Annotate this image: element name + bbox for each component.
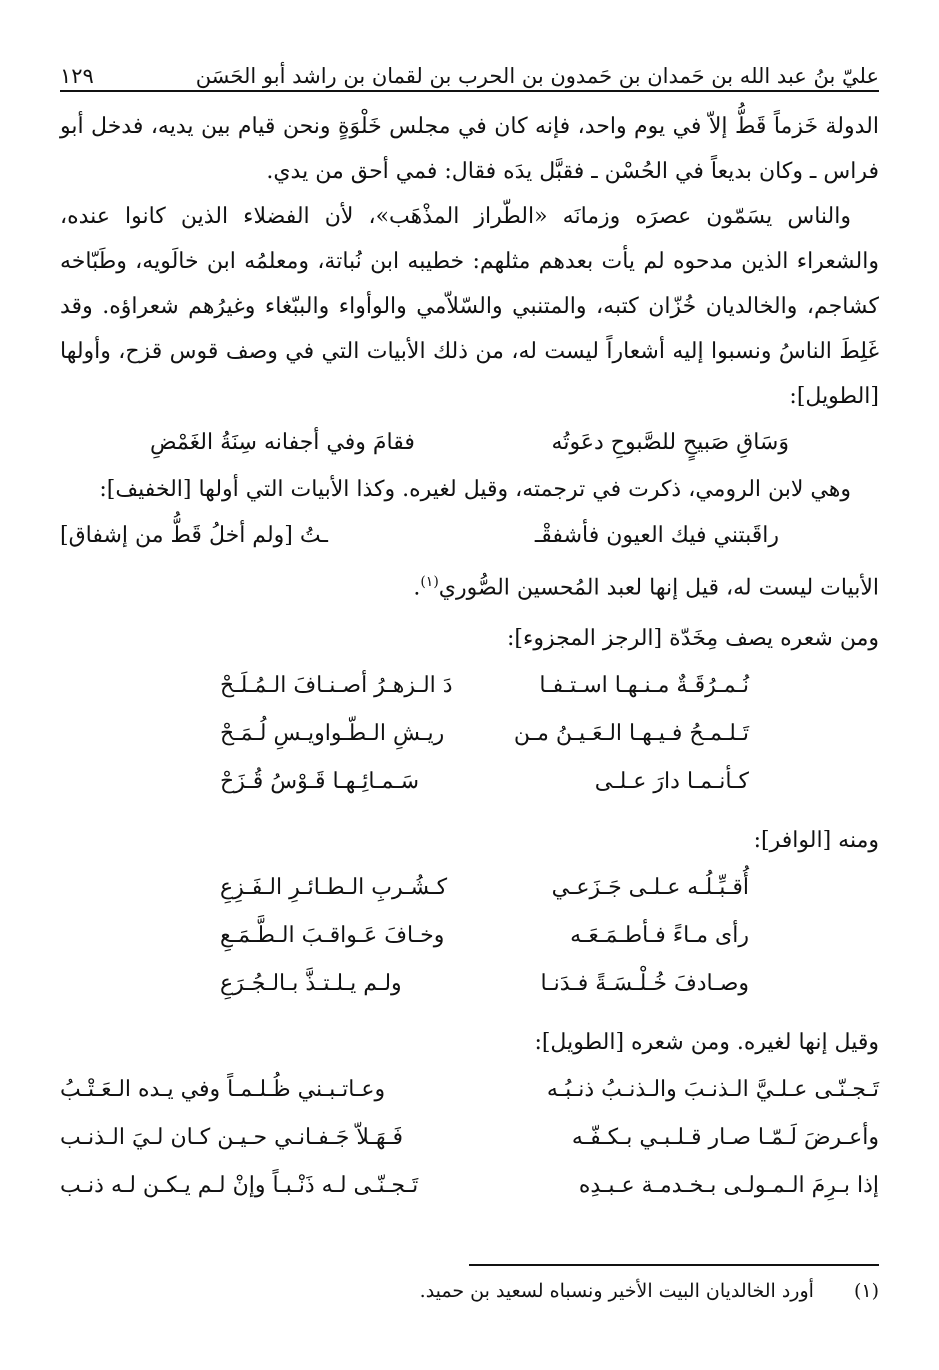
poem-3-line bbox=[60, 1066, 879, 1114]
poem-2-line-3-left: ولـم يـلـتـذَّ بـالـجُـرَعِ bbox=[220, 971, 402, 997]
footnote-marker: (١) bbox=[420, 574, 439, 590]
poem-1-intro: ومن شعره يصف مِخَدّة [الرجز المجزوء]: bbox=[507, 626, 879, 652]
poem-1-line-3-left: سَـمـائِـهـا قَـوْسُ قُـزَحْ bbox=[220, 769, 420, 795]
poem-3-intro: وقيل إنها لغيره. ومن شعره [الطويل]: bbox=[534, 1030, 879, 1056]
poem-2-line-3-right: وصـادفَ خُـلْـسَـةً فـدَنـا bbox=[540, 971, 749, 997]
verse-line-1 bbox=[60, 419, 879, 467]
poem-3-line-2-right: وأعـرضَ لَـمّـا صـار قـلـبـي بـكـفّـه bbox=[571, 1125, 879, 1151]
poem-1-line bbox=[60, 662, 879, 710]
paragraph-3: وهي لابن الرومي، ذكرت في ترجمته، وقيل لغيره. وكذا الأبيات التي أولها [الخفيف]: bbox=[99, 477, 851, 502]
verse-1-first-hemistich: وَسَاقِ صَبيحٍ للصَّبوحِ دعَوتُه bbox=[551, 430, 789, 455]
paragraph-2: والناس يسَمّون عصرَه وزمانَه «الطّراز المذْهَب»، لأن الفضلاء الذين كانوا عنده، والشعراء الذين مدحوه لم يأت بعدهم مثلهم: خطيبه ابن نُباتة، ومعلمُه ابن خالَويه، وطَبّاخه كشاجم، والخالديان خُزّان كتبه، والمتنبي والسّلاّمي والوأواء والببّغاء وغيرُهم شعراؤه. وقد غَلِطَ الناسُ ونسبوا إليه أشعاراً ليست له، من ذلك الأبيات التي في وصف قوس قزح، وأولها [الطويل]: bbox=[60, 204, 879, 409]
prose-block-2 bbox=[60, 467, 879, 512]
poem-3-line bbox=[60, 1114, 879, 1162]
prose-block-1 bbox=[60, 104, 879, 419]
poem-2-line bbox=[60, 960, 879, 1008]
footnote-rule bbox=[469, 1264, 879, 1266]
poem-3 bbox=[60, 1066, 879, 1210]
footnote-number: (١) bbox=[853, 1280, 879, 1302]
poem-2-line bbox=[60, 912, 879, 960]
poem-2-line-2-right: رأى مـاءً فـأطـمَـعَـه bbox=[570, 923, 749, 949]
poem-1 bbox=[60, 662, 879, 806]
poem-1-line-2-left: ريـشِ الـطّـواويـسِ لُـمَـحْ bbox=[220, 721, 445, 747]
poem-1-line bbox=[60, 758, 879, 806]
poem-3-line-1-right: تَـجـنّـى عـلـيَّ الـذنـبَ والـذنـبُ ذنـبُـه bbox=[546, 1077, 879, 1103]
verse-line-2 bbox=[60, 512, 879, 560]
page-number: ١٢٩ bbox=[60, 64, 94, 88]
verse-2-first-hemistich: راقَبتني فيك العيون فأشفقْـ bbox=[534, 523, 779, 548]
poem-1-line-2-right: تَـلـمـحُ فـيـهـا الـعَـيـنُ مـن bbox=[513, 721, 749, 747]
poem-3-line-3-left: تَـجـنّـى لـه ذَنْـبـاً وإنْ لـم يـكـن لـه ذنـب bbox=[60, 1173, 419, 1199]
paragraph-1: الدولة خَزماً قَطُّ إلاّ في يوم واحد، فإنه كان في مجلس خَلْوَةٍ ونحن قيام بين يديه، فدخل أبو فراس ـ وكان بديعاً في الحُسْن ـ فقبَّل يدَه فقال: فمي أحق من يدي. bbox=[60, 114, 879, 184]
footnote-text: أورد الخالديان البيت الأخير ونسباه لسعيد بن حميد. bbox=[419, 1280, 814, 1302]
poem-2-line-2-left: وخـافَ عَـواقـبَ الـطَّـمَـعِ bbox=[220, 923, 445, 949]
poem-2-line-1-right: أُقـبِّـلُـه عـلـى جَـزَعـي bbox=[551, 875, 749, 901]
poem-3-line-3-right: إذا بـرِمَ الـمـولـى بـخـدمـة عـبـدِه bbox=[578, 1173, 879, 1199]
prose-block-3 bbox=[60, 560, 879, 610]
poem-3-line-2-left: فَـهَـلاّ جَـفـانـي حـيـن كـان لـيَ الـذنـب bbox=[60, 1125, 403, 1151]
verse-2-second-hemistich: ـتُ [ولم أخلُ قَطُّ من إشفاق] bbox=[60, 523, 328, 548]
poem-3-line-1-left: وعـاتـبـني ظُـلـمـاً وفي يـده الـعَـتْـبُ bbox=[60, 1077, 386, 1103]
header-rule bbox=[60, 90, 879, 92]
running-header bbox=[60, 40, 879, 88]
poem-3-line bbox=[60, 1162, 879, 1210]
footnote bbox=[60, 1276, 879, 1306]
poem-1-line-1-left: دَ الـزهـرُ أصـنـافَ الـمُـلَـحْ bbox=[220, 673, 453, 699]
poem-1-line-1-right: نُـمـرُقَـةٌ مـنـهـا اسـتـفـا bbox=[539, 673, 749, 699]
paragraph-4: الأبيات ليست له، قيل إنها لعبد المُحسين الصُّوري$^{(١)}$. bbox=[413, 574, 879, 601]
poem-1-line bbox=[60, 710, 879, 758]
poem-2 bbox=[60, 864, 879, 1008]
page-body bbox=[60, 104, 879, 1210]
paragraph-4-text: الأبيات ليست له، قيل إنها لعبد المُحسين الصُّوري bbox=[438, 575, 879, 601]
header-title: عليّ بنُ عبد الله بن حَمدان بن حَمدون بن الحرب بن لقمان بن راشد أبو الحَسَن bbox=[195, 64, 879, 88]
verse-1-second-hemistich: فقامَ وفي أجفانه سِنَةُ الغَمْضِ bbox=[150, 430, 415, 455]
poem-2-line bbox=[60, 864, 879, 912]
poem-1-line-3-right: كـأنـمـا دارَ عـلـى bbox=[594, 769, 749, 795]
poem-2-line-1-left: كـشُـربِ الـطـائـرِ الـفَـزِعِ bbox=[220, 875, 448, 901]
poem-2-intro: ومنه [الوافر]: bbox=[753, 828, 879, 854]
